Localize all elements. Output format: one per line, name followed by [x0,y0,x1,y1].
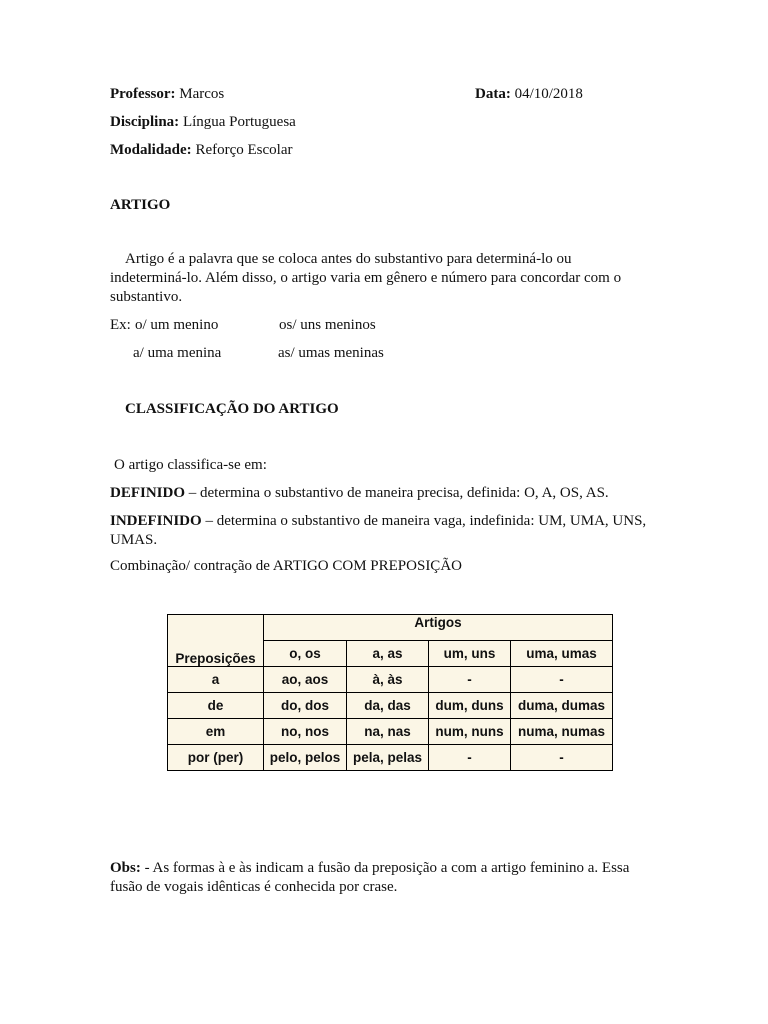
table-cell: duma, dumas [511,693,613,719]
preposition-article-table [167,614,613,771]
preposition-cell: de [168,693,264,719]
definido-text: – determina o substantivo de maneira precisa, definida: O, A, OS, AS. [185,485,609,501]
professor-value: Marcos [179,86,225,102]
preposition-cell: a [168,667,264,693]
obs-paragraph [110,859,655,897]
table-cell: pela, pelas [347,745,429,771]
table-row [168,719,613,745]
disciplina-value: Língua Portuguesa [182,114,296,130]
table-cell: no, nos [264,719,347,745]
table-cell: numa, numas [511,719,613,745]
example1-left: o/ um menino [135,317,219,333]
example2-right: as/ umas meninas [278,345,384,361]
table-row [168,745,613,771]
article-header-cell: um, uns [429,641,511,667]
indefinido-paragraph [110,512,650,550]
table-cell: pelo, pelos [264,745,347,771]
obs-label: Obs: [110,860,141,876]
table-cell: num, nuns [429,719,511,745]
example2-left: a/ uma menina [133,345,222,361]
obs-text: - As formas à e às indicam a fusão da preposição a com a artigo feminino a. Essa fusão de vogais idênticas é conhecida por crase. [110,860,630,895]
table-cell: - [511,667,613,693]
professor-line [110,86,224,103]
article-header-cell: uma, umas [511,641,613,667]
artigo-definition: Artigo é a palavra que se coloca antes do substantivo para determiná-lo ou indeterminá-lo. Além disso, o artigo varia em gênero e número para concordar com o substantivo. [110,251,622,305]
preposition-cell: por (per) [168,745,264,771]
table-cell: na, nas [347,719,429,745]
disciplina-line [110,114,296,131]
table-cell: - [429,667,511,693]
header-preposicoes: Preposições [168,615,264,667]
modalidade-value: Reforço Escolar [195,142,293,158]
modalidade-line [110,142,292,159]
modalidade-label: Modalidade: [110,142,192,158]
table-row [168,693,613,719]
table-cell: da, das [347,693,429,719]
section-title-classificacao: CLASSIFICAÇÃO DO ARTIGO [125,401,339,417]
article-header-cell: o, os [264,641,347,667]
indefinido-label: INDEFINIDO [110,513,202,529]
header-artigos: Artigos [264,615,613,641]
indefinido-text: – determina o substantivo de maneira vaga, indefinida: UM, UMA, UNS, UMAS. [110,513,647,548]
table-row [168,667,613,693]
table-header-row [168,615,613,641]
definido-paragraph [110,484,650,503]
date-label: Data: [475,86,511,102]
table-cell: ao, aos [264,667,347,693]
table-cell: dum, duns [429,693,511,719]
professor-label: Professor: [110,86,176,102]
table-cell: à, às [347,667,429,693]
definido-label: DEFINIDO [110,485,186,501]
example1-right: os/ uns meninos [279,317,376,333]
table-cell: - [429,745,511,771]
table-cell: - [511,745,613,771]
preposition-cell: em [168,719,264,745]
classificacao-intro: O artigo classifica-se em: [114,457,267,473]
disciplina-label: Disciplina: [110,114,180,130]
date-line [475,86,583,103]
table-cell: do, dos [264,693,347,719]
date-value: 04/10/2018 [514,86,583,102]
example-prefix: Ex: [110,317,131,333]
combinacao-line: Combinação/ contração de ARTIGO COM PREPOSIÇÃO [110,558,462,574]
article-header-cell: a, as [347,641,429,667]
section-title-artigo: ARTIGO [110,197,171,213]
